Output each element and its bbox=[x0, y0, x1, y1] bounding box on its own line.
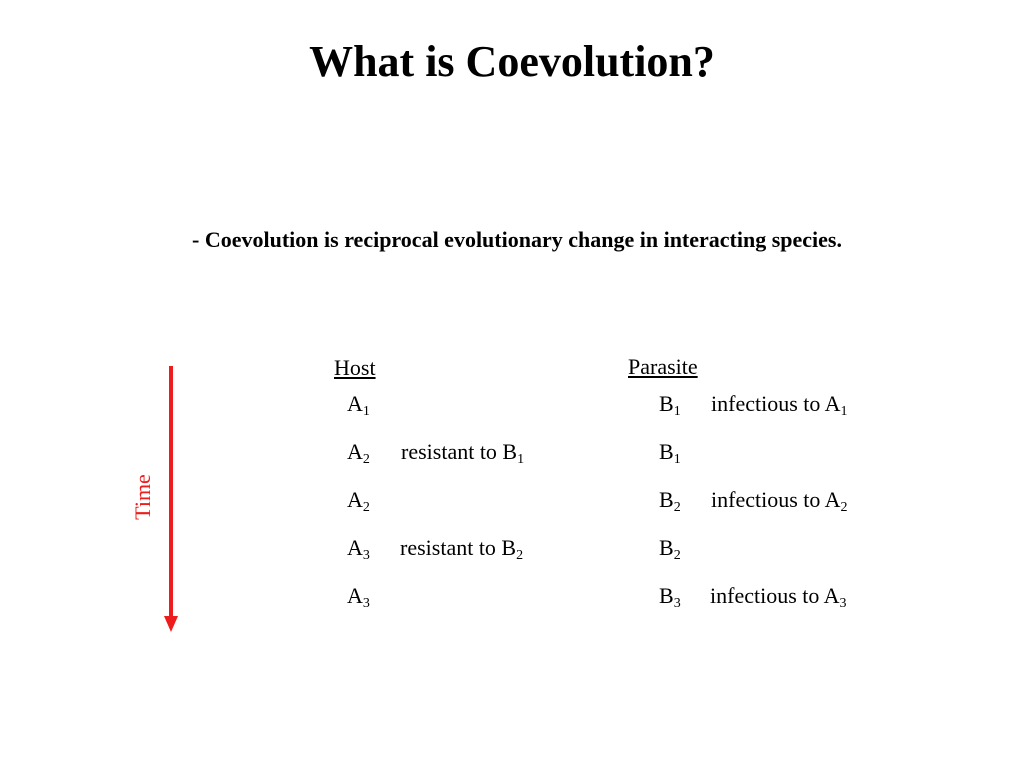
time-arrow-icon bbox=[160, 364, 182, 636]
host-description: resistant to $B_1$ bbox=[401, 439, 525, 467]
parasite-description: infectious to $A_1$ bbox=[711, 391, 848, 419]
parasite-genotype: $B_1$ bbox=[659, 439, 681, 467]
parasite-genotype: $B_1$ bbox=[659, 391, 681, 419]
host-column-header: Host bbox=[334, 355, 376, 380]
parasite-column-header: Parasite bbox=[628, 354, 698, 379]
host-genotype: $A_3$ bbox=[347, 535, 370, 563]
parasite-genotype: $B_3$ bbox=[659, 583, 681, 611]
parasite-genotype: $B_2$ bbox=[659, 535, 681, 563]
time-arrow-head bbox=[164, 616, 178, 632]
host-genotype: $A_2$ bbox=[347, 439, 370, 467]
definition-text: - Coevolution is reciprocal evolutionary change in interacting species. bbox=[192, 227, 842, 252]
host-genotype: $A_2$ bbox=[347, 487, 370, 515]
parasite-description: infectious to $A_3$ bbox=[710, 583, 847, 611]
parasite-description: infectious to $A_2$ bbox=[711, 487, 848, 515]
host-description: resistant to $B_2$ bbox=[400, 535, 524, 563]
time-label: Time bbox=[130, 474, 155, 520]
parasite-genotype: $B_2$ bbox=[659, 487, 681, 515]
host-genotype: $A_3$ bbox=[347, 583, 370, 611]
host-genotype: $A_1$ bbox=[347, 391, 370, 419]
slide-title: What is Coevolution? bbox=[309, 37, 715, 86]
